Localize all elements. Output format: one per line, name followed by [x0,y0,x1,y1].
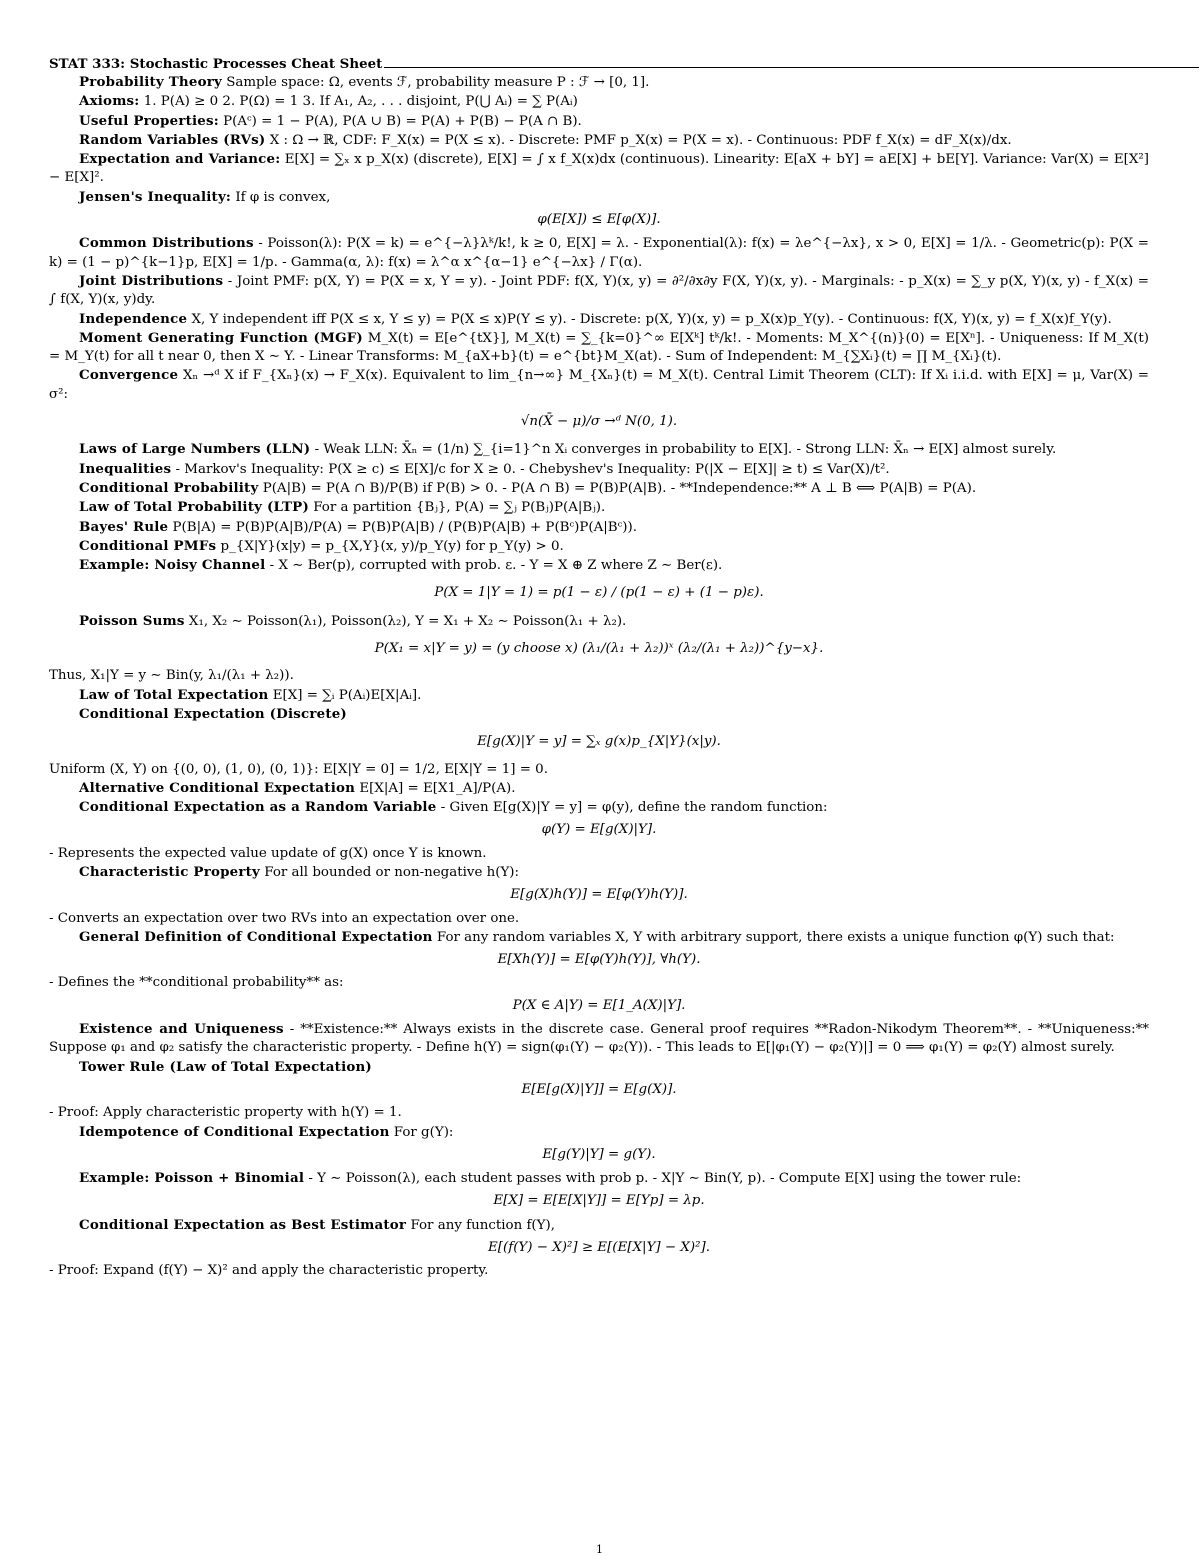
noisy-channel-equation: P(X = 1|Y = 1) = p(1 − ε) / (p(1 − ε) + (1 − p)ε). [434,585,764,601]
cond-expectation-rv-equation: φ(Y) = E[g(X)|Y]. [541,822,657,838]
jensen-equation: φ(E[X]) ≤ E[φ(X)]. [537,212,661,228]
probability-theory: Probability Theory Sample space: Ω, events ℱ, probability measure P : ℱ → [0, 1]. [79,74,650,90]
proof-best: - Proof: Expand (f(Y) − X)² and apply the characteristic property. [49,1263,489,1279]
general-definition-equation: E[Xh(Y)] = E[φ(Y)h(Y)], ∀h(Y). [497,952,701,968]
characteristic-equation: E[g(X)h(Y)] = E[φ(Y)h(Y)]. [510,887,688,903]
poisson-binomial-equation: E[X] = E[E[X|Y]] = E[Yp] = λp. [493,1193,705,1209]
jensen: Jensen's Inequality: If φ is convex, [79,188,331,205]
alternative-cond-expectation: Alternative Conditional Expectation E[X|A] = E[X1_A]/P(A). [79,779,516,796]
cond-expectation-rv: Conditional Expectation as a Random Variable - Given E[g(X)|Y = y] = φ(y), define the random function: [79,799,828,816]
mgf: Moment Generating Function (MGF) M_X(t) = E[e^{tX}], M_X(t) = ∑_{k=0}^∞ E[Xᵏ] tᵏ/k!. - Moments: M_X^{(n)}(0) = E[Xⁿ]. - Uniqueness: If M_X(t) = M_Y(t) for all t near 0, then X ∼ Y. - Linear Transforms: M_{aX+b}(t) = e^{bt}M_X(at). - Sum of Independent: M_{∑Xᵢ}(t) = ∏ M_{Xᵢ}(t). [49,329,1150,365]
poisson-sums: Poisson Sums X₁, X₂ ∼ Poisson(λ₁), Poisson(λ₂), Y = X₁ + X₂ ∼ Poisson(λ₁ + λ₂). [79,612,627,629]
conditional-probability: Conditional Probability P(A|B) = P(A ∩ B)/P(B) if P(B) > 0. - P(A ∩ B) = P(B)P(A|B). - **Independence:** A ⊥ B ⟺ P(A|B) = P(A). [79,479,977,496]
axioms: Axioms: 1. P(A) ≥ 0 2. P(Ω) = 1 3. If A₁, A₂, . . . disjoint, P(⋃ Aᵢ) = ∑ P(Aᵢ) [79,93,578,110]
represents-line: - Represents the expected value update of g(X) once Y is known. [49,845,487,861]
best-estimator: Conditional Expectation as Best Estimator For any function f(Y), [79,1216,555,1233]
page-title: STAT 333: Stochastic Processes Cheat Sheet [49,56,383,72]
characteristic-property: Characteristic Property For all bounded or non-negative h(Y): [79,863,520,880]
converts-line: - Converts an expectation over two RVs into an expectation over one. [49,910,520,926]
proof-tower: - Proof: Apply characteristic property with h(Y) = 1. [49,1105,402,1121]
expectation-variance: Expectation and Variance: E[X] = ∑ₓ x p_X(x) (discrete), E[X] = ∫ x f_X(x)dx (continuous). Linearity: E[aX + bY] = aE[X] + bE[Y]. Variance: Var(X) = E[X²] − E[X]². [49,151,1149,186]
cond-expectation-discrete: Conditional Expectation (Discrete) [79,705,347,722]
tower-rule: Tower Rule (Law of Total Expectation) [79,1058,372,1075]
tower-rule-equation: E[E[g(X)|Y]] = E[g(X)]. [521,1081,677,1097]
general-definition: General Definition of Conditional Expectation For any random variables X, Y with arbitrary support, there exists a unique function φ(Y) such that: [79,928,1115,945]
bayes-rule: Bayes' Rule P(B|A) = P(B)P(A|B)/P(A) = P(B)P(A|B) / (P(B)P(A|B) + P(Bᶜ)P(A|Bᶜ)). [79,518,637,535]
idempotence: Idempotence of Conditional Expectation For g(Y): [79,1123,454,1140]
clt-equation: √n(X̄ − μ)/σ →ᵈ N(0, 1). [520,414,678,430]
defines-equation: P(X ∈ A|Y) = E[1_A(X)|Y]. [512,997,686,1013]
poisson-sums-equation: P(X₁ = x|Y = y) = (y choose x) (λ₁/(λ₁ + λ₂))ˣ (λ₂/(λ₁ + λ₂))^{y−x}. [374,641,824,657]
random-variables: Random Variables (RVs) X : Ω → ℝ, CDF: F_X(x) = P(X ≤ x). - Discrete: PMF p_X(x) = P(X = x). - Continuous: PDF f_X(x) = dF_X(x)/dx. [79,131,1012,148]
cond-expectation-discrete-equation: E[g(X)|Y = y] = ∑ₓ g(x)p_{X|Y}(x|y). [477,734,721,750]
convergence: Convergence Xₙ →ᵈ X if F_{Xₙ}(x) → F_X(x). Equivalent to lim_{n→∞} M_{Xₙ}(t) = M_X(t). Central Limit Theorem (CLT): If Xᵢ i.i.d. with E[X] = μ, Var(X) = σ²: [49,367,1150,402]
poisson-binomial: Example: Poisson + Binomial - Y ∼ Poisson(λ), each student passes with prob p. - X|Y ∼ Bin(Y, p). - Compute E[X] using the tower rule: [79,1170,1022,1187]
page-number: 1 [596,1543,603,1556]
inequalities: Inequalities - Markov's Inequality: P(X ≥ c) ≤ E[X]/c for X ≥ 0. - Chebyshev's Inequality: P(|X − E[X]| ≥ t) ≤ Var(X)/t². [79,460,890,477]
noisy-channel: Example: Noisy Channel - X ∼ Ber(p), corrupted with prob. ε. - Y = X ⊕ Z where Z ∼ Ber(ε). [79,557,723,574]
thus-line: Thus, X₁|Y = y ∼ Bin(y, λ₁/(λ₁ + λ₂)). [49,668,294,684]
useful-properties: Useful Properties: P(Aᶜ) = 1 − P(A), P(A ∪ B) = P(A) + P(B) − P(A ∩ B). [79,112,582,129]
independence: Independence X, Y independent iff P(X ≤ x, Y ≤ y) = P(X ≤ x)P(Y ≤ y). - Discrete: p(X, Y)(x, y) = p_X(x)p_Y(y). - Continuous: f(X, Y)(x, y) = f_X(x)f_Y(y). [79,310,1112,327]
common-distributions: Common Distributions - Poisson(λ): P(X = k) = e^{−λ}λᵏ/k!, k ≥ 0, E[X] = λ. - Exponential(λ): f(x) = λe^{−λx}, x > 0, E[X] = 1/λ. - Geometric(p): P(X = k) = (1 − p)^{k−1}p, E[X] = 1/p. - Gamma(α, λ): f(x) = λ^α x^{α−1} e^{−λx} / Γ(α). [49,235,1149,270]
existence-uniqueness: Existence and Uniqueness - **Existence:** Always exists in the discrete case. General proof requires **Radon-Nikodym Theorem**. - **Uniqueness:** Suppose φ₁ and φ₂ satisfy the characteristic property. - Define h(Y) = sign(φ₁(Y) − φ₂(Y)). - This leads to E[|φ₁(Y) − φ₂(Y)|] = 0 ⟹ φ₁(Y) = φ₂(Y) almost surely. [49,1021,1150,1056]
defines-line: - Defines the **conditional probability** as: [49,975,344,991]
idempotence-equation: E[g(Y)|Y] = g(Y). [542,1146,656,1162]
title-row [49,55,1149,73]
uniform-example: Uniform (X, Y) on {(0, 0), (1, 0), (0, 1)}: E[X|Y = 0] = 1/2, E[X|Y = 1] = 0. [49,761,548,777]
lln: Laws of Large Numbers (LLN) - Weak LLN: X̄ₙ = (1/n) ∑_{i=1}^n Xᵢ converges in probability to E[X]. - Strong LLN: X̄ₙ → E[X] almost surely. [79,441,1057,458]
total-expectation: Law of Total Expectation E[X] = ∑ᵢ P(Aᵢ)E[X|Aᵢ]. [79,686,422,703]
conditional-pmfs: Conditional PMFs p_{X|Y}(x|y) = p_{X,Y}(x, y)/p_Y(y) for p_Y(y) > 0. [79,537,564,554]
joint-distributions: Joint Distributions - Joint PMF: p(X, Y) = P(X = x, Y = y). - Joint PDF: f(X, Y)(x, y) = ∂²/∂x∂y F(X, Y)(x, y). - Marginals: - p_X(x) = ∑_y p(X, Y)(x, y) - f_X(x) = ∫ f(X, Y)(x, y)dy. [49,272,1149,308]
best-estimator-equation: E[(f(Y) − X)²] ≥ E[(E[X|Y] − X)²]. [488,1240,710,1256]
cheat-sheet [49,55,1149,1281]
total-probability: Law of Total Probability (LTP) For a partition {Bⱼ}, P(A) = ∑ⱼ P(Bⱼ)P(A|Bⱼ). [79,499,606,516]
